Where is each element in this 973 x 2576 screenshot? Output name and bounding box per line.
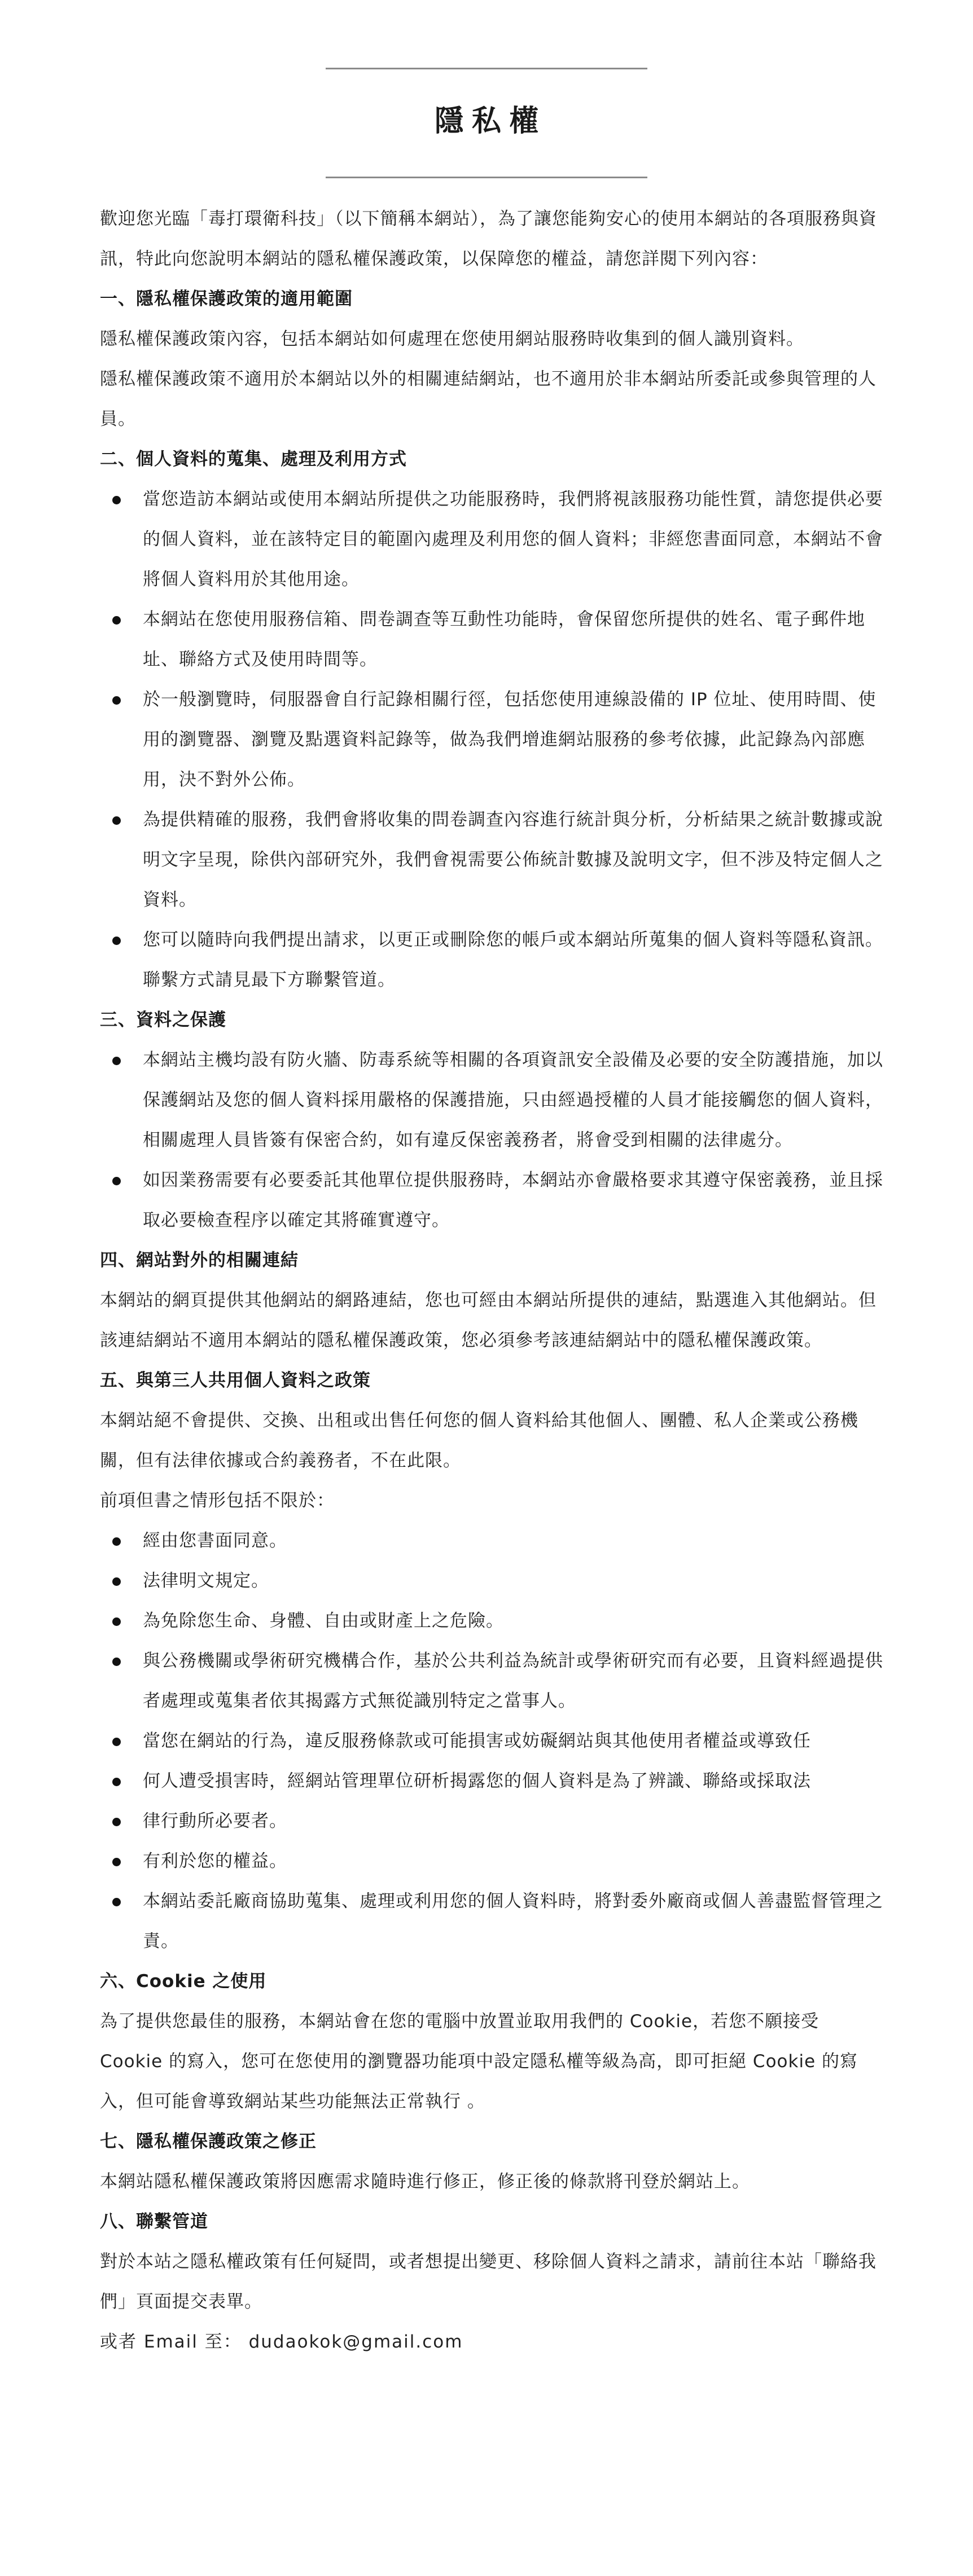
section-heading-scope: 一、隱私權保護政策的適用範圍 <box>100 289 353 309</box>
protection-list <box>100 1040 884 1241</box>
contact-paragraph: 對於本站之隱私權政策有任何疑問，或者想提出變更、移除個人資料之請求，請前往本站「聯絡我們」頁面提交表單。 <box>100 2252 876 2312</box>
title-top-divider <box>326 68 647 69</box>
amendment-paragraph: 本網站隱私權保護政策將因應需求隨時進行修正，修正後的條款將刊登於網站上。 <box>100 2171 750 2192</box>
list-item: 本網站委託廠商協助蒐集、處理或利用您的個人資料時，將對委外廠商或個人善盡監督管理之責。 <box>100 1882 884 1962</box>
section-heading-protection: 三、資料之保護 <box>100 1010 226 1030</box>
section-heading-cookie: 六、Cookie 之使用 <box>100 1971 267 1992</box>
title-bottom-divider <box>326 177 647 178</box>
list-item: 與公務機關或學術研究機構合作，基於公共利益為統計或學術研究而有必要，且資料經過提供者處理或蒐集者依其揭露方式無從識別特定之當事人。 <box>100 1641 884 1721</box>
list-item: 律行動所必要者。 <box>100 1801 884 1841</box>
third-party-exceptions-intro: 前項但書之情形包括不限於： <box>100 1491 335 1511</box>
list-item: 您可以隨時向我們提出請求，以更正或刪除您的帳戶或本網站所蒐集的個人資料等隱私資訊。聯繫方式請見最下方聯繫管道。 <box>100 920 884 1000</box>
policy-content <box>100 199 884 2362</box>
list-item: 為提供精確的服務，我們會將收集的問卷調查內容進行統計與分析，分析結果之統計數據或說明文字呈現，除供內部研究外，我們會視需要公佈統計數據及說明文字，但不涉及特定個人之資料。 <box>100 800 884 920</box>
title-block <box>0 68 973 178</box>
intro-paragraph: 歡迎您光臨「毒打環衛科技」（以下簡稱本網站），為了讓您能夠安心的使用本網站的各項服務與資訊，特此向您說明本網站的隱私權保護政策，以保障您的權益，請您詳閱下列內容： <box>100 209 877 269</box>
contact-email: 或者 Email 至： dudaokok@gmail.com <box>100 2332 463 2352</box>
page-title: 隱私權 <box>434 104 546 138</box>
section-heading-contact: 八、聯繫管道 <box>100 2212 208 2232</box>
list-item: 為免除您生命、身體、自由或財產上之危險。 <box>100 1601 884 1641</box>
list-item: 有利於您的權益。 <box>100 1841 884 1882</box>
list-item: 當您造訪本網站或使用本網站所提供之功能服務時，我們將視該服務功能性質，請您提供必要的個人資料，並在該特定目的範圍內處理及利用您的個人資料；非經您書面同意，本網站不會將個人資料用於其他用途。 <box>100 480 884 600</box>
list-item: 何人遭受損害時，經網站管理單位研析揭露您的個人資料是為了辨識、聯絡或採取法 <box>100 1761 884 1801</box>
third-party-list <box>100 1521 884 1962</box>
external-links-paragraph: 本網站的網頁提供其他網站的網路連結，您也可經由本網站所提供的連結，點選進入其他網站。但該連結網站不適用本網站的隱私權保護政策，您必須參考該連結網站中的隱私權保護政策。 <box>100 1290 876 1351</box>
collection-list <box>100 480 884 1000</box>
section-heading-amendment: 七、隱私權保護政策之修正 <box>100 2131 317 2152</box>
list-item: 當您在網站的行為，違反服務條款或可能損害或妨礙網站與其他使用者權益或導致任 <box>100 1721 884 1761</box>
scope-paragraph: 隱私權保護政策不適用於本網站以外的相關連結網站，也不適用於非本網站所委託或參與管理的人員。 <box>100 369 876 429</box>
section-heading-third-party: 五、與第三人共用個人資料之政策 <box>100 1370 371 1391</box>
third-party-paragraph: 本網站絕不會提供、交換、出租或出售任何您的個人資料給其他個人、團體、私人企業或公務機關，但有法律依據或合約義務者，不在此限。 <box>100 1410 858 1471</box>
section-heading-collection: 二、個人資料的蒐集、處理及利用方式 <box>100 449 407 469</box>
list-item: 於一般瀏覽時，伺服器會自行記錄相關行徑，包括您使用連線設備的 IP 位址、使用時間、使用的瀏覽器、瀏覽及點選資料記錄等，做為我們增進網站服務的參考依據，此記錄為內部應用，決不對外公佈。 <box>100 680 884 800</box>
section-heading-external-links: 四、網站對外的相關連結 <box>100 1250 299 1271</box>
list-item: 法律明文規定。 <box>100 1561 884 1601</box>
list-item: 本網站主機均設有防火牆、防毒系統等相關的各項資訊安全設備及必要的安全防護措施，加以保護網站及您的個人資料採用嚴格的保護措施，只由經過授權的人員才能接觸您的個人資料，相關處理人員皆簽有保密合約，如有違反保密義務者，將會受到相關的法律處分。 <box>100 1040 884 1160</box>
list-item: 如因業務需要有必要委託其他單位提供服務時，本網站亦會嚴格要求其遵守保密義務，並且採取必要檢查程序以確定其將確實遵守。 <box>100 1160 884 1241</box>
list-item: 經由您書面同意。 <box>100 1521 884 1561</box>
scope-paragraph: 隱私權保護政策內容，包括本網站如何處理在您使用網站服務時收集到的個人識別資料。 <box>100 329 804 349</box>
list-item: 本網站在您使用服務信箱、問卷調查等互動性功能時，會保留您所提供的姓名、電子郵件地址、聯絡方式及使用時間等。 <box>100 600 884 680</box>
cookie-paragraph: 為了提供您最佳的服務，本網站會在您的電腦中放置並取用我們的 Cookie，若您不願接受 Cookie 的寫入，您可在您使用的瀏覽器功能項中設定隱私權等級為高，即可拒絕 Cookie 的寫入，但可能會導致網站某些功能無法正常執行 。 <box>100 2011 858 2112</box>
